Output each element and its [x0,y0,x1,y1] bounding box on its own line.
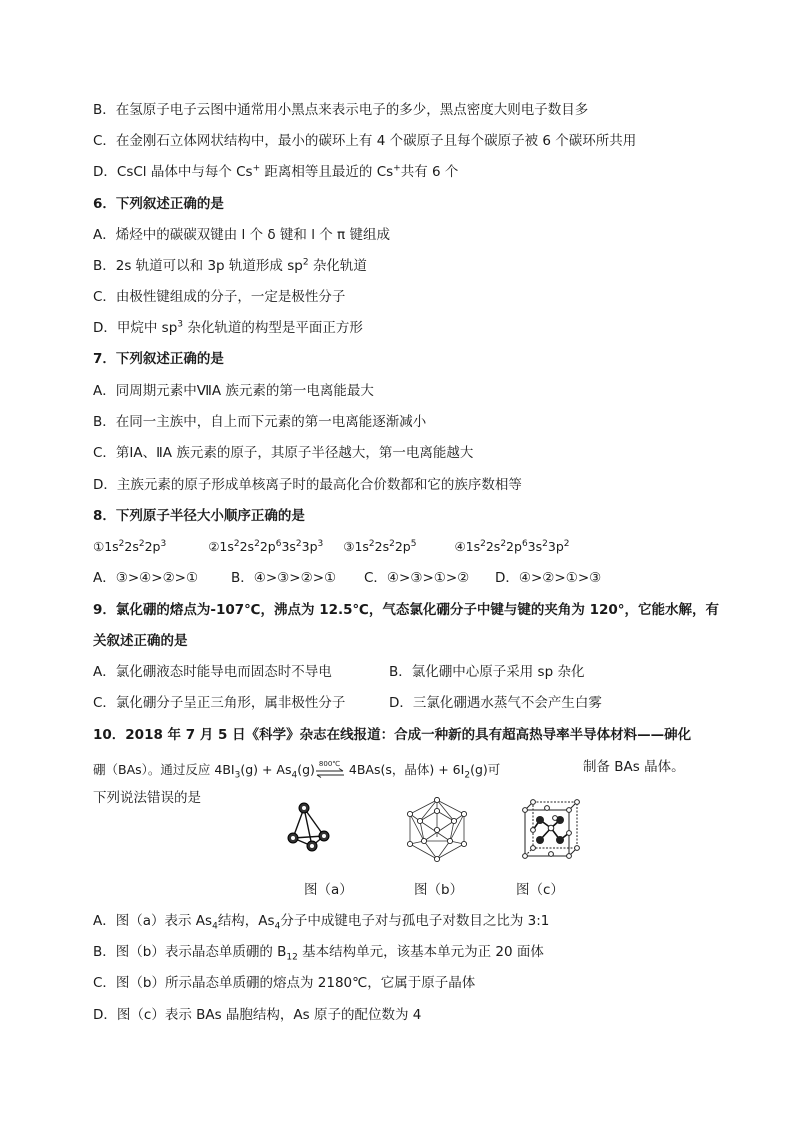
figure-a-as4-tetrahedron [286,800,332,852]
q6-stem: 6．下列叙述正确的是 [93,196,224,212]
q7-option-a: A．同周期元素中ⅦA 族元素的第一电离能最大 [93,383,374,399]
q6-option-c: C．由极性键组成的分子，一定是极性分子 [93,289,346,305]
q8-config-3: $③1s^22s^22p^5$ [343,538,417,554]
q10-option-b: B．图（b）表示晶态单质硼的 $B_{12}$ 基本结构单元，该基本单元为正 20 面体 [93,944,544,963]
q8-config-4: $④1s^22s^22p^63s^23p^2$ [454,538,570,554]
q9-stem-line1: 9．氯化硼的熔点为-107℃，沸点为 12.5℃，气态氯化硼分子中键与键的夹角为 120°，它能水解，有 [93,602,720,618]
q7-option-b: B．在同一主族中，自上而下元素的第一电离能逐渐减小 [93,414,427,430]
q8-configs [93,537,570,557]
q8-option-b: B．④>③>②>① [231,570,337,586]
q9-options-row1 [93,662,584,682]
q5-option-d: D．CsCl 晶体中与每个 Cs+ 距离相等且最近的 Cs+共有 6 个 [93,163,459,180]
caption-figure-a: 图（a） [304,882,353,898]
q8-config-2: $②1s^22s^22p^63s^23p^3$ [208,538,324,554]
q9-option-c: C．氯化硼分子呈正三角形，属非极性分子 [93,695,346,711]
q10-option-d: D．图（c）表示 BAs 晶胞结构，As 原子的配位数为 4 [93,1007,422,1023]
q6-option-b: B．2s 轨道可以和 3p 轨道形成 $sp^2$ 杂化轨道 [93,257,367,274]
q9-option-d: D．三氯化硼遇水蒸气不会产生白雾 [389,695,602,711]
q7-option-c: C．第ⅠA、ⅡA 族元素的原子，其原子半径越大，第一电离能越大 [93,445,474,461]
caption-figure-b: 图（b） [414,882,464,898]
q8-config-1: $①1s^22s^22p^3$ [93,538,167,554]
q8-options [93,568,601,588]
q7-stem: 7．下列叙述正确的是 [93,351,224,367]
q6-option-d: D．甲烷中 $sp^3$ 杂化轨道的构型是平面正方形 [93,319,363,336]
q9-options-row2 [93,693,602,713]
figure-c-bas-unit-cell [520,798,582,864]
q10-option-a: A．图（a）表示 $As_4$结构，$As_4$分子中成键电子对与孤电子对数目之比为 3:1 [93,913,550,932]
q5-option-b: B．在氢原子电子云图中通常用小黑点来表示电子的多少，黑点密度大则电子数目多 [93,102,589,118]
q7-option-d: D．主族元素的原子形成单核离子时的最高化合价数都和它的族序数相等 [93,477,522,493]
q8-option-a: A．③>④>②>① [93,570,199,586]
q9-stem-line2: 关叙述正确的是 [93,633,188,649]
q10-equation-tail: 制备 BAs 晶体。 [583,759,685,775]
q9-option-b: B．氯化硼中心原子采用 sp 杂化 [389,664,585,680]
q10-equation: 硼（BAs）。通过反应 $4BI_3(g) + As_4(g)$ 800℃ 4BAs(s，晶体) + $6I_2(g)$可 [93,759,501,781]
figure-b-b12-icosahedron [402,797,472,863]
q10-stem-line1: 10．2018 年 7 月 5 日《科学》杂志在线报道：合成一种新的具有超高热导率半导体材料——砷化 [93,727,692,743]
q9-option-a: A．氯化硼液态时能导电而固态时不导电 [93,664,332,680]
q8-option-c: C．④>③>①>② [364,570,470,586]
q10-stem-line3: 下列说法错误的是 [93,790,201,806]
q10-option-c: C．图（b）所示晶态单质硼的熔点为 2180℃，它属于原子晶体 [93,975,476,991]
q8-option-d: D．④>②>①>③ [495,570,602,586]
q5-option-c: C．在金刚石立体网状结构中，最小的碳环上有 4 个碳原子且每个碳原子被 6 个碳环所共用 [93,133,637,149]
equilibrium-arrow-icon: 800℃ [315,764,345,778]
q6-option-a: A．烯烃中的碳碳双键由 l 个 δ 键和 l 个 π 键组成 [93,227,390,243]
q8-stem: 8．下列原子半径大小顺序正确的是 [93,508,305,524]
caption-figure-c: 图（c） [516,882,564,898]
